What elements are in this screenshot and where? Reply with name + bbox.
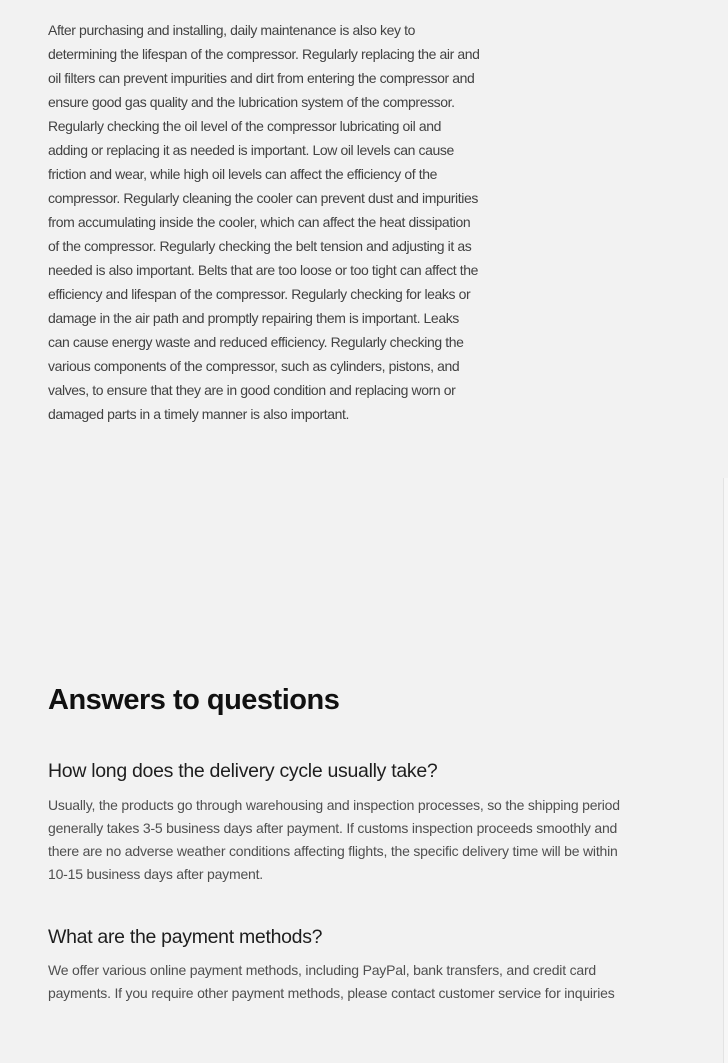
right-edge-strip — [724, 478, 728, 1063]
faq-title: Answers to questions — [48, 684, 340, 716]
faq-question-payment-methods: What are the payment methods? — [48, 926, 323, 948]
faq-question-delivery-cycle: How long does the delivery cycle usually take? — [48, 760, 438, 782]
faq-answer-delivery-cycle: Usually, the products go through warehousing and inspection processes, so the shipping period generally takes 3-5 business days after payment. If customs inspection proceeds smoothly and there are no adverse weather conditions affecting flights, the specific delivery time will be within 10-15 business days after payment. — [48, 797, 620, 882]
product-description-text: After purchasing and installing, daily maintenance is also key to determining the lifespan of the compressor. Regularly replacing the air and oil filters can prevent impurities and dirt from entering the compressor and ensure good gas quality and the lubrication system of the compressor. Regularly checking the oil level of the compressor lubricating oil and adding or replacing it as needed is important. Low oil levels can cause friction and wear, while high oil levels can affect the efficiency of the compressor. Regularly cleaning the cooler can prevent dust and impurities from accumulating inside the cooler, which can affect the heat dissipation of the compressor. Regularly checking the belt tension and adjusting it as needed is also important. Belts that are too loose or too tight can affect the efficiency and lifespan of the compressor. Regularly checking for leaks or damage in the air path and promptly repairing them is important. Leaks can cause energy waste and reduced efficiency. Regularly checking the various components of the compressor, such as cylinders, pistons, and valves, to ensure that they are in good condition and replacing worn or damaged parts in a timely manner is also important. — [48, 22, 480, 422]
section-edge-divider — [723, 478, 724, 1063]
faq-answer-payment-methods: We offer various online payment methods, including PayPal, bank transfers, and credit card payments. If you require other payment methods, please contact customer service for inquiries — [48, 962, 615, 1001]
